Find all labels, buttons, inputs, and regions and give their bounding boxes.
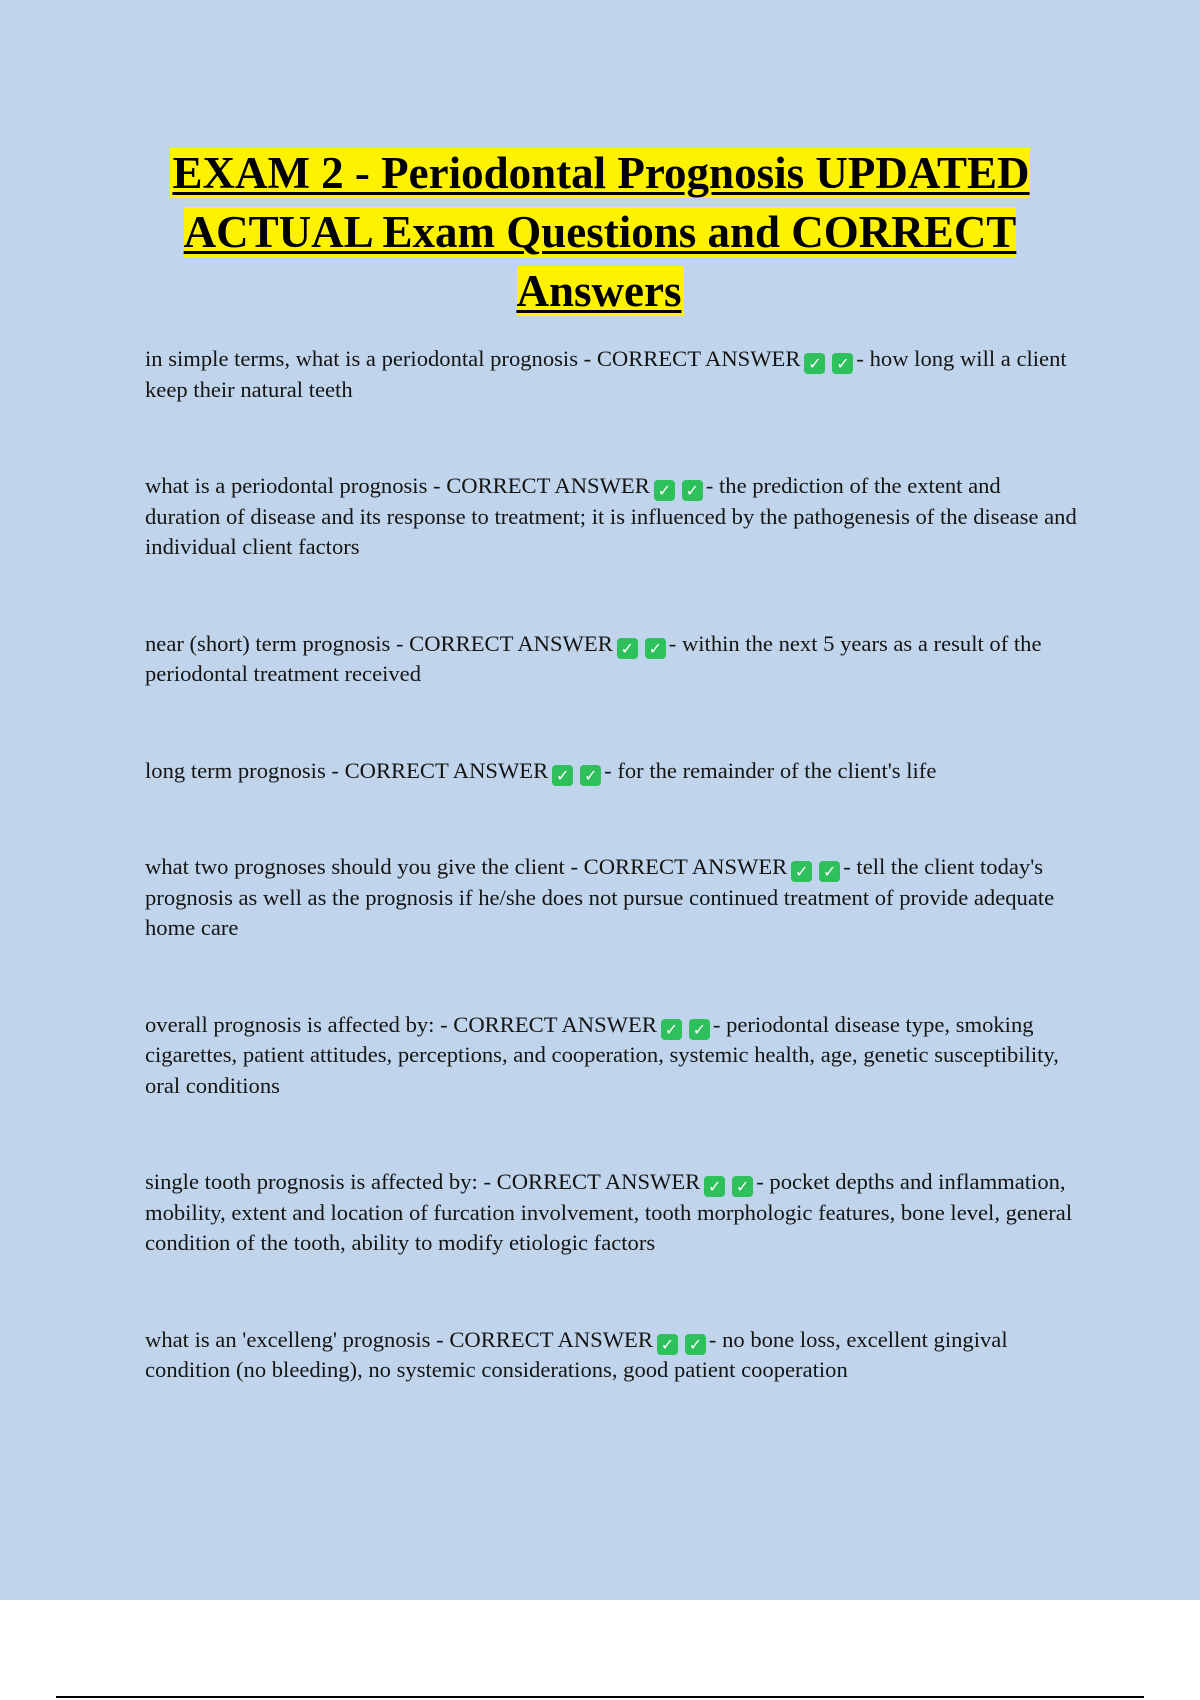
answer-label: CORRECT ANSWER — [409, 630, 613, 656]
answer-label: CORRECT ANSWER — [596, 346, 801, 371]
qa-item: long term prognosis - CORRECT ANSWER ✓ ✓ - for the remainder of the client's life — [145, 757, 937, 785]
check-icon: ✓ — [617, 638, 638, 659]
qa-item: overall prognosis is affected by: - CORRECT ANSWER ✓ ✓ - periodontal disease type, smoking cigarettes, patient attitudes, perceptions, and cooperation, systemic health, age, genetic susceptibility, oral conditions — [145, 1011, 1059, 1098]
answer-label: CORRECT ANSWER — [344, 757, 549, 783]
answer-label: CORRECT ANSWER — [446, 473, 650, 498]
document-title — [100, 144, 1100, 321]
check-icon: ✓ — [689, 1019, 710, 1040]
check-icon: ✓ — [804, 353, 825, 374]
qa-item: single tooth prognosis is affected by: - CORRECT ANSWER ✓ ✓ - pocket depths and inflammation, mobility, extent and location of furcation involvement, tooth morphologic features, bone level, general condition of the tooth, ability to modify etiologic factors — [145, 1169, 1073, 1255]
answer-text: no bone loss, excellent gingival condition (no bleeding), no systemic considerations, good patient cooperation — [145, 1326, 1008, 1382]
check-icon: ✓ — [682, 480, 703, 501]
check-icon: ✓ — [580, 765, 601, 786]
question-text: in simple terms, what is a periodontal prognosis — [145, 346, 578, 371]
answer-label: CORRECT ANSWER — [583, 854, 788, 879]
check-icon: ✓ — [832, 353, 853, 374]
question-text: overall prognosis is affected by: — [145, 1011, 435, 1037]
question-text: near (short) term prognosis — [145, 630, 391, 656]
footer-divider — [56, 1696, 1144, 1698]
title-highlight: EXAM 2 - Periodontal Prognosis UPDATED ACTUAL Exam Questions and CORRECT Answers — [172, 148, 1030, 316]
question-text: what is a periodontal prognosis — [145, 473, 428, 498]
qa-list — [145, 344, 1080, 1452]
check-icon: ✓ — [657, 1334, 678, 1355]
answer-label: CORRECT ANSWER — [449, 1326, 653, 1352]
qa-item: near (short) term prognosis - CORRECT ANSWER ✓ ✓ - within the next 5 years as a result of the periodontal treatment received — [145, 630, 1042, 686]
question-text: long term prognosis — [145, 757, 326, 783]
answer-text: tell the client today's prognosis as well as the prognosis if he/she does not pursue continued treatment of provide adequate home care — [145, 854, 1055, 940]
check-icon: ✓ — [661, 1019, 682, 1040]
question-text: what is an 'excelleng' prognosis — [145, 1326, 431, 1352]
check-icon: ✓ — [819, 861, 840, 882]
qa-item: in simple terms, what is a periodontal prognosis - CORRECT ANSWER ✓ ✓ - how long will a client keep their natural teeth — [145, 346, 1067, 402]
answer-label: CORRECT ANSWER — [496, 1169, 701, 1194]
check-icon: ✓ — [704, 1176, 725, 1197]
answer-text: periodontal disease type, smoking cigarettes, patient attitudes, perceptions, and cooperation, systemic health, age, genetic susceptibility, oral conditions — [145, 1011, 1059, 1098]
check-icon: ✓ — [685, 1334, 706, 1355]
check-icon: ✓ — [645, 638, 666, 659]
answer-text: for the remainder of the client's life — [617, 757, 937, 783]
check-icon: ✓ — [732, 1176, 753, 1197]
answer-text: how long will a client keep their natural teeth — [145, 346, 1067, 402]
qa-item: what two prognoses should you give the client - CORRECT ANSWER ✓ ✓ - tell the client today's prognosis as well as the prognosis if he/she does not pursue continued treatment of provide adequate home care — [145, 854, 1055, 940]
check-icon: ✓ — [791, 861, 812, 882]
check-icon: ✓ — [654, 480, 675, 501]
qa-item: what is a periodontal prognosis - CORRECT ANSWER ✓ ✓ - the prediction of the extent and duration of disease and its response to treatment; it is influenced by the pathogenesis of the disease and individual client factors — [145, 473, 1077, 559]
question-text: what two prognoses should you give the client — [145, 854, 565, 879]
answer-text: pocket depths and inflammation, mobility, extent and location of furcation involvement, tooth morphologic features, bone level, general condition of the tooth, ability to modify etiologic factors — [145, 1169, 1073, 1255]
qa-item: what is an 'excelleng' prognosis - CORRECT ANSWER ✓ ✓ - no bone loss, excellent gingival condition (no bleeding), no systemic considerations, good patient cooperation — [145, 1326, 1008, 1382]
check-icon: ✓ — [552, 765, 573, 786]
answer-text: within the next 5 years as a result of the periodontal treatment received — [145, 630, 1042, 686]
answer-text: the prediction of the extent and duration of disease and its response to treatment; it is influenced by the pathogenesis of the disease and individual client factors — [145, 473, 1077, 559]
answer-label: CORRECT ANSWER — [453, 1011, 657, 1037]
question-text: single tooth prognosis is affected by: — [145, 1169, 478, 1194]
